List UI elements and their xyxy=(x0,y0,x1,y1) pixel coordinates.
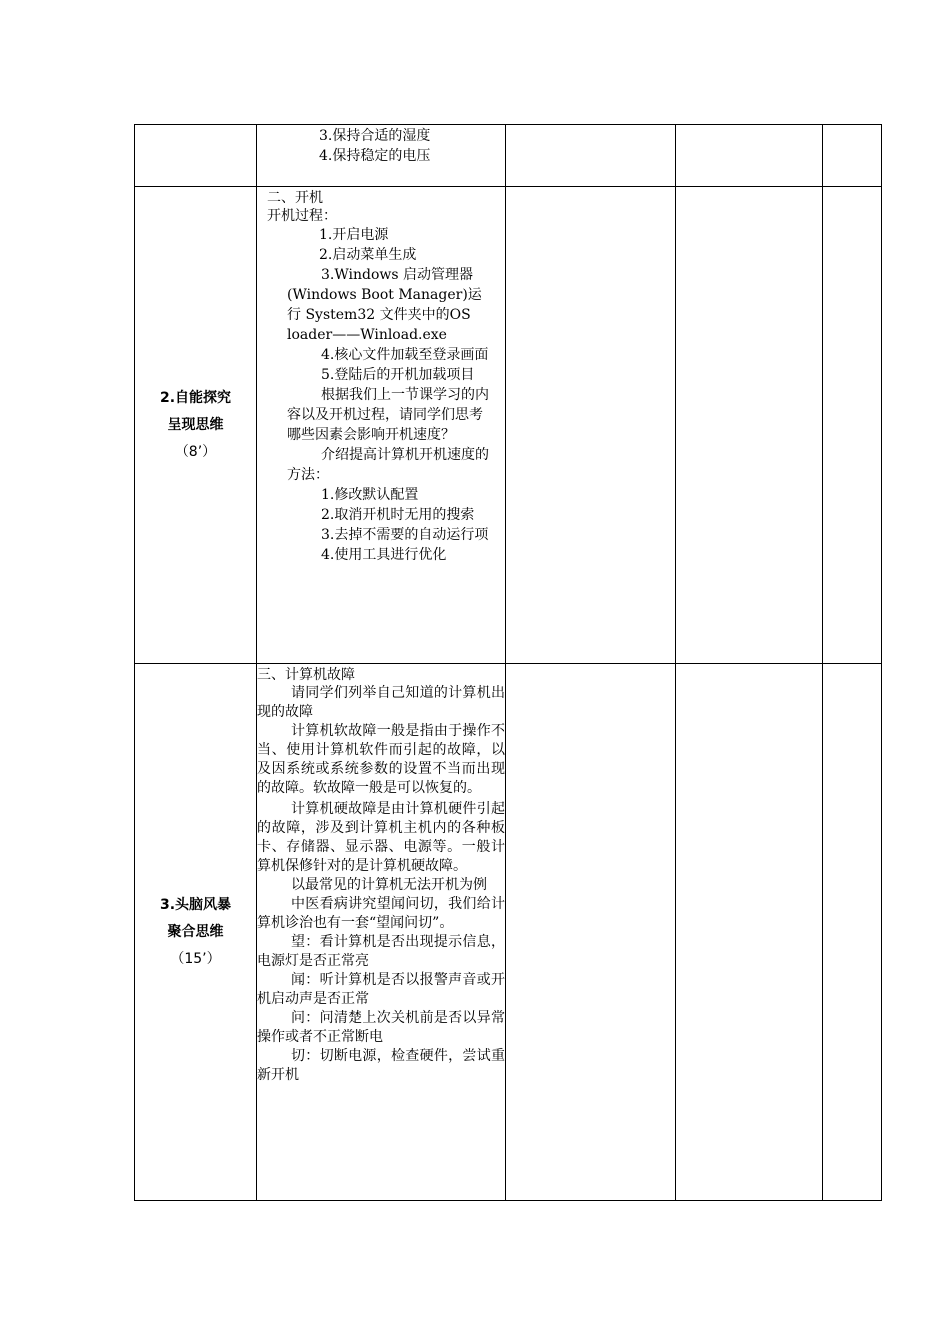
paragraph: 以最常见的计算机无法开机为例 xyxy=(291,877,487,893)
stage-cell xyxy=(135,187,257,664)
section-subheading: 开机过程： xyxy=(267,208,337,224)
list-item: 4.保持稳定的电压 xyxy=(319,148,431,164)
content-cell xyxy=(257,187,506,664)
stage-subtitle: 聚合思维 xyxy=(167,923,224,940)
empty-cell xyxy=(506,187,676,664)
paragraph: 请同学们列举自己知道的计算机出现的故障 xyxy=(257,685,505,720)
paragraph: 闻：听计算机是否以报警声音或开机启动声是否正常 xyxy=(257,972,505,1007)
empty-cell xyxy=(823,664,882,1201)
paragraph: 望：看计算机是否出现提示信息，电源灯是否正常亮 xyxy=(257,934,505,969)
empty-cell xyxy=(676,187,823,664)
paragraph: 中医看病讲究望闻问切，我们给计算机诊治也有一套“望闻问切”。 xyxy=(257,896,505,931)
content-cell xyxy=(257,664,506,1201)
table-row xyxy=(135,664,882,1201)
paragraph: 介绍提高计算机开机速度的方法： xyxy=(287,447,489,483)
empty-cell xyxy=(823,125,882,187)
paragraph: 切：切断电源，检查硬件，尝试重新开机 xyxy=(257,1048,505,1083)
empty-cell xyxy=(676,664,823,1201)
list-item: 3.Windows 启动管理器(Windows Boot Manager)运行 System32 文件夹中的OS loader——Winload.exe xyxy=(287,267,482,343)
list-item: 5.登陆后的开机加载项目 xyxy=(321,367,475,383)
paragraph: 问：问清楚上次关机前是否以异常操作或者不正常断电 xyxy=(257,1010,505,1045)
list-item: 4.使用工具进行优化 xyxy=(321,547,447,563)
stage-subtitle: 呈现思维 xyxy=(167,416,224,433)
stage-time: （15’） xyxy=(170,950,221,967)
empty-cell xyxy=(676,125,823,187)
section-heading: 三、计算机故障 xyxy=(257,667,355,683)
list-item: 1.开启电源 xyxy=(319,227,389,243)
list-item: 1.修改默认配置 xyxy=(321,487,419,503)
list-item: 2.取消开机时无用的搜索 xyxy=(321,507,475,523)
paragraph: 根据我们上一节课学习的内容以及开机过程，请同学们思考哪些因素会影响开机速度？ xyxy=(287,387,489,443)
paragraph: 计算机硬故障是由计算机硬件引起的故障，涉及到计算机主机内的各种板卡、存储器、显示器、电源等。一般计算机保修针对的是计算机硬故障。 xyxy=(257,801,505,874)
stage-title: 3.头脑风暴 xyxy=(159,896,232,913)
section-heading: 二、开机 xyxy=(267,190,323,206)
stage-time: （8’） xyxy=(174,443,217,460)
stage-cell xyxy=(135,664,257,1201)
list-item: 3.去掉不需要的自动运行项 xyxy=(321,527,489,543)
table-row xyxy=(135,125,882,187)
empty-cell xyxy=(506,125,676,187)
empty-cell xyxy=(823,187,882,664)
list-item: 4.核心文件加载至登录画面 xyxy=(321,347,489,363)
content-cell xyxy=(257,125,506,187)
table-row xyxy=(135,187,882,664)
empty-cell xyxy=(506,664,676,1201)
stage-cell xyxy=(135,125,257,187)
stage-title: 2.自能探究 xyxy=(159,389,232,406)
lesson-plan-table xyxy=(134,124,882,1201)
list-item: 2.启动菜单生成 xyxy=(319,247,417,263)
paragraph: 计算机软故障一般是指由于操作不当、使用计算机软件而引起的故障，以及因系统或系统参数的设置不当而出现的故障。软故障一般是可以恢复的。 xyxy=(257,723,505,796)
list-item: 3.保持合适的湿度 xyxy=(319,128,431,144)
